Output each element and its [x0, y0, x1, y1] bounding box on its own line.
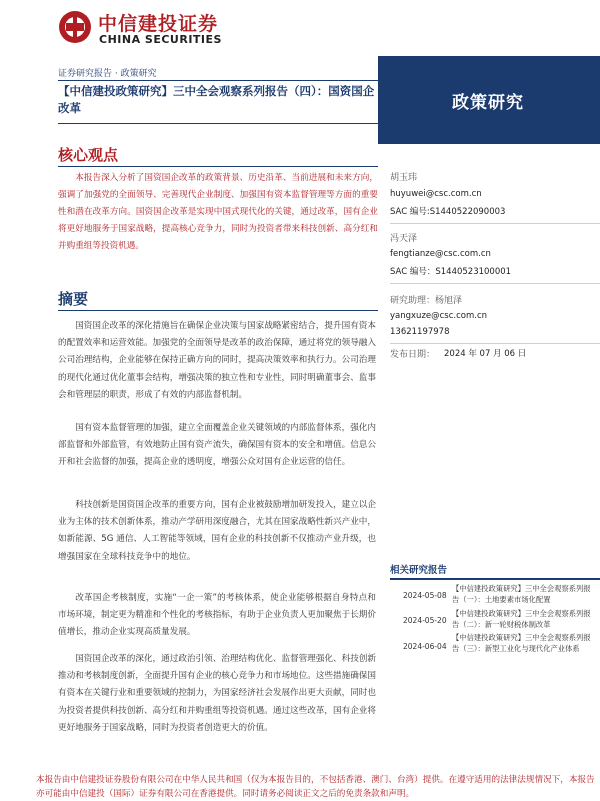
publish-label: 发布日期： [390, 350, 436, 360]
summary-paragraph: 国资国企改革的深化措施旨在确保企业决策与国家战略紧密结合，提升国有资本的配置效率和运营效能。加强党的全面领导是改革的政治保障，通过将党的领导融入公司治理结构，企业能够在保持正确方向的同时，提高决策效率和执行力。公司治理的现代化通过优化董事会结构，增强决策的独立性和专业性，同时明确董事会、监事会和管理层的职责，形成了有效的内部监督机制。 [58, 321, 376, 400]
analyst-email[interactable]: huyuwei@csc.com.cn [390, 189, 482, 199]
analyst-name: 胡玉玮 [390, 173, 418, 183]
analyst-sac: SAC 编号：S1440523100001 [390, 267, 512, 277]
summary-paragraph: 国资国企改革的深化，通过政治引领、治理结构优化、监督管理强化、科技创新推动和考核制度创新，全面提升国有企业的核心竞争力和市场地位。这些措施确保国有资本在关键行业和重要领域的控制力，为国家经济社会发展作出更大贡献，同时也为投资者提供科技创新、高分红和并购重组等投资机遇。通过这些改革，国有企业将更好地服务于国家战略，同时为投资者创造更大的价值。 [58, 654, 376, 733]
report-title: 【中信建投政策研究】三中全会观察系列报告（四）：国资国企改革 [58, 84, 375, 115]
divider [390, 223, 600, 224]
related-date: 2024-05-08 [403, 591, 447, 600]
analyst-name: 冯天泽 [390, 234, 418, 244]
divider [58, 166, 378, 167]
summary-paragraph: 科技创新是国资国企改革的重要方向，国有企业被鼓励增加研发投入，建立以企业为主体的技术创新体系，推动产学研用深度融合，尤其在国家战略性新兴产业中，如新能源、5G 通信、人工智能等领域，国有企业的科技创新不仅推动产业升级，也增强国家在全球科技竞争中的地位。 [58, 500, 376, 562]
banner-label: 政策研究 [452, 93, 524, 113]
assistant-phone: 13621197978 [390, 327, 450, 337]
related-date: 2024-06-04 [403, 642, 447, 651]
analyst-sac: SAC 编号:S1440522090003 [390, 207, 506, 217]
summary-paragraph: 国有资本监督管理的加强，建立全面覆盖企业关键领域的内部监督体系，强化内部监督和外部监管，有效地防止国有资产流失，确保国有资本的安全和增值。信息公开和社会监督的加强，提高企业的透明度，增强公众对国有企业运营的信任。 [58, 423, 376, 468]
divider [58, 123, 378, 124]
logo-icon [58, 10, 92, 44]
divider [390, 283, 600, 284]
footer-disclaimer: 本报告由中信建投证券股份有限公司在中华人民共和国（仅为本报告目的，不包括香港、澳门、台湾）提供。在遵守适用的法律法规情况下，本报告亦可能由中信建投（国际）证券有限公司在香港提供。同时请务必阅读正文之后的免责条款和声明。 [36, 775, 595, 799]
divider [390, 343, 600, 344]
core-text: 本报告深入分析了国资国企改革的政策背景、历史沿革、当前进展和未来方向，强调了加强党的全面领导、完善现代企业制度、加强国有资本监督管理等方面的重要性和潜在改革方向。国资国企改革是实现中国式现代化的关键，通过改革，国有企业将更好地服务于国家战略，提高核心竞争力，同时为投资者带来科技创新、高分红和并购重组等投资机遇。 [58, 173, 378, 251]
related-report-link[interactable]: 【中信建投政策研究】三中全会观察系列报告（一）：土地要素市场化配置 [452, 584, 591, 604]
divider [58, 310, 378, 311]
assistant-email[interactable]: yangxuze@csc.com.cn [390, 311, 488, 321]
publish-date: 2024 年 07 月 06 日 [444, 349, 527, 359]
related-report-link[interactable]: 【中信建投政策研究】三中全会观察系列报告（三）：新型工业化与现代化产业体系 [452, 633, 591, 653]
assistant-label: 研究助理：杨旭泽 [390, 296, 463, 306]
logo-text-cn: 中信建投证券 [98, 13, 219, 35]
related-date: 2024-05-20 [403, 616, 447, 625]
related-report-link[interactable]: 【中信建投政策研究】三中全会观察系列报告（二）：新一轮财税体制改革 [452, 609, 591, 629]
summary-paragraph: 改革国企考核制度，实施“一企一策”的考核体系，使企业能够根据自身特点和市场环境，制定更为精准和个性化的考核指标，有助于企业负责人更加聚焦于长期价值增长，推动企业实现高质量发展。 [58, 593, 376, 638]
analyst-email[interactable]: fengtianze@csc.com.cn [390, 249, 491, 259]
divider [390, 578, 600, 580]
logo-text-en: CHINA SECURITIES [99, 33, 222, 46]
divider [58, 80, 378, 81]
summary-heading: 摘要 [58, 290, 89, 308]
related-heading: 相关研究报告 [390, 565, 448, 576]
report-category: 证券研究报告 · 政策研究 [58, 69, 157, 79]
core-heading: 核心观点 [58, 146, 119, 164]
